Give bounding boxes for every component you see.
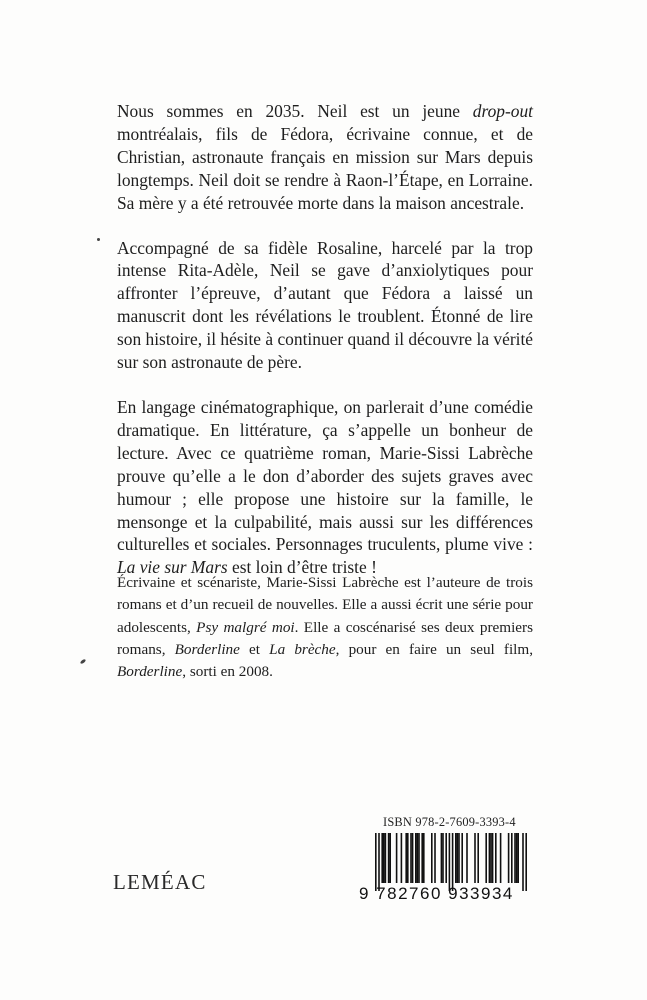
barcode-bar [474,833,476,883]
barcode-bar [442,833,444,883]
barcode-bar [458,833,460,883]
bio-italic-1: Psy malgré moi [196,618,295,636]
barcode-bar [522,833,524,891]
synopsis-p1-text-b: montréalais, fils de Fédora, écrivaine connue, et de Christian, astronaute français en mission sur Mars depuis longtemps. Neil doit se rendre à Raon-l’Étape, en Lorraine. Sa mère y a été retrouvée morte dans la maison ancestrale. [117,123,533,213]
print-speck [80,659,87,665]
synopsis-p3-text-a: En langage cinématographique, on parlerait d’une comédie dramatique. En littérature, ça s’appelle un bonheur de lecture. Avec ce quatrième roman, Marie-Sissi Labrèche prouve qu’elle a le don d’aborder des sujets graves avec humour ; elle propose une histoire sur la famille, le mensonge et la culpabilité, mais aussi sur les différences culturelles et sociales. Personnages truculents, plume vive : [117,396,533,555]
bio-italic-4: Borderline [117,663,183,681]
barcode-bar [485,833,487,883]
bio-text-c: et [239,640,270,658]
barcode-bar [389,833,391,883]
barcode-bar [477,833,479,883]
barcode-bar [410,833,412,883]
bio-text-e: , sorti en 2008. [182,663,273,681]
barcode-bar [417,833,419,883]
synopsis [117,100,533,601]
barcode-bar [445,833,447,883]
barcode-bar [421,833,423,883]
barcode-bar [412,833,414,883]
barcode-bar [489,833,491,883]
barcode-bar [415,833,417,883]
synopsis-p1-italic: drop-out [472,101,533,121]
barcode-bar [423,833,425,883]
synopsis-p3-text-b: est loin d’être triste ! [227,557,377,578]
barcode-bar [500,833,502,883]
barcode-bar [517,833,519,883]
barcode-bar [378,833,380,891]
barcode-bar [492,833,494,883]
barcode-bar [449,833,451,891]
barcode-bar [441,833,443,883]
barcode-bar [455,833,457,883]
bio-text-d: , pour en faire un seul film, [335,640,533,658]
barcode-number: 9 782760 933934 [359,884,514,903]
synopsis-p1-text-a: Nous sommes en 2035. Neil est un jeune [117,101,473,121]
author-bio-paragraph [117,572,533,683]
isbn-label: ISBN 978-2-7609-3393-4 [383,815,516,829]
synopsis-paragraph-3 [117,396,533,579]
barcode-bar [396,833,398,883]
barcode-bar [431,833,433,883]
barcode-bar [495,833,497,883]
barcode-bar [405,833,407,883]
barcode-bar [525,833,527,891]
barcode-bar [466,833,468,883]
barcode-bar [514,833,516,883]
barcode-bar [385,833,387,883]
barcode-bar [452,833,454,891]
bio-text-b: . Elle a coscénarisé ses deux premiers romans, [117,618,533,658]
barcode-bar [375,833,377,891]
barcode-bar [383,833,385,883]
author-bio [117,572,533,683]
barcode-bar [418,833,420,883]
barcode-bar [516,833,518,883]
bio-italic-2: Borderline [174,640,240,658]
bio-text-a: Écrivaine et scénariste, Marie-Sissi Labrèche est l’auteure de trois romans et d’un recueil de nouvelles. Elle a aussi écrit une série pour adolescents, [117,574,533,636]
barcode-bar [381,833,383,883]
barcode-bar [508,833,510,883]
barcode-bar [434,833,436,883]
publisher-logo: LEMÉAC [113,870,207,894]
barcode-bar [511,833,513,883]
barcode-bar [401,833,403,883]
barcode-bar [388,833,390,883]
synopsis-p3-italic-title: La vie sur Mars [117,557,228,578]
synopsis-paragraph-2: Accompagné de sa fidèle Rosaline, harcelé par la trop intense Rita-Adèle, Neil se gave d’anxiolytiques pour affronter l’épreuve, d’autant que Fédora a laissé un manuscrit dont les révélations le troublent. Étonné de lire son histoire, il hésite à continuer quand il découvre la vérité sur son astronaute de père. [117,237,533,373]
barcode-bar [490,833,492,883]
barcode-bar [461,833,463,883]
barcode-bar [457,833,459,883]
print-speck [97,238,100,241]
bio-italic-3: La brèche [269,640,336,658]
barcode-bar [407,833,409,883]
synopsis-paragraph-1 [117,100,533,215]
